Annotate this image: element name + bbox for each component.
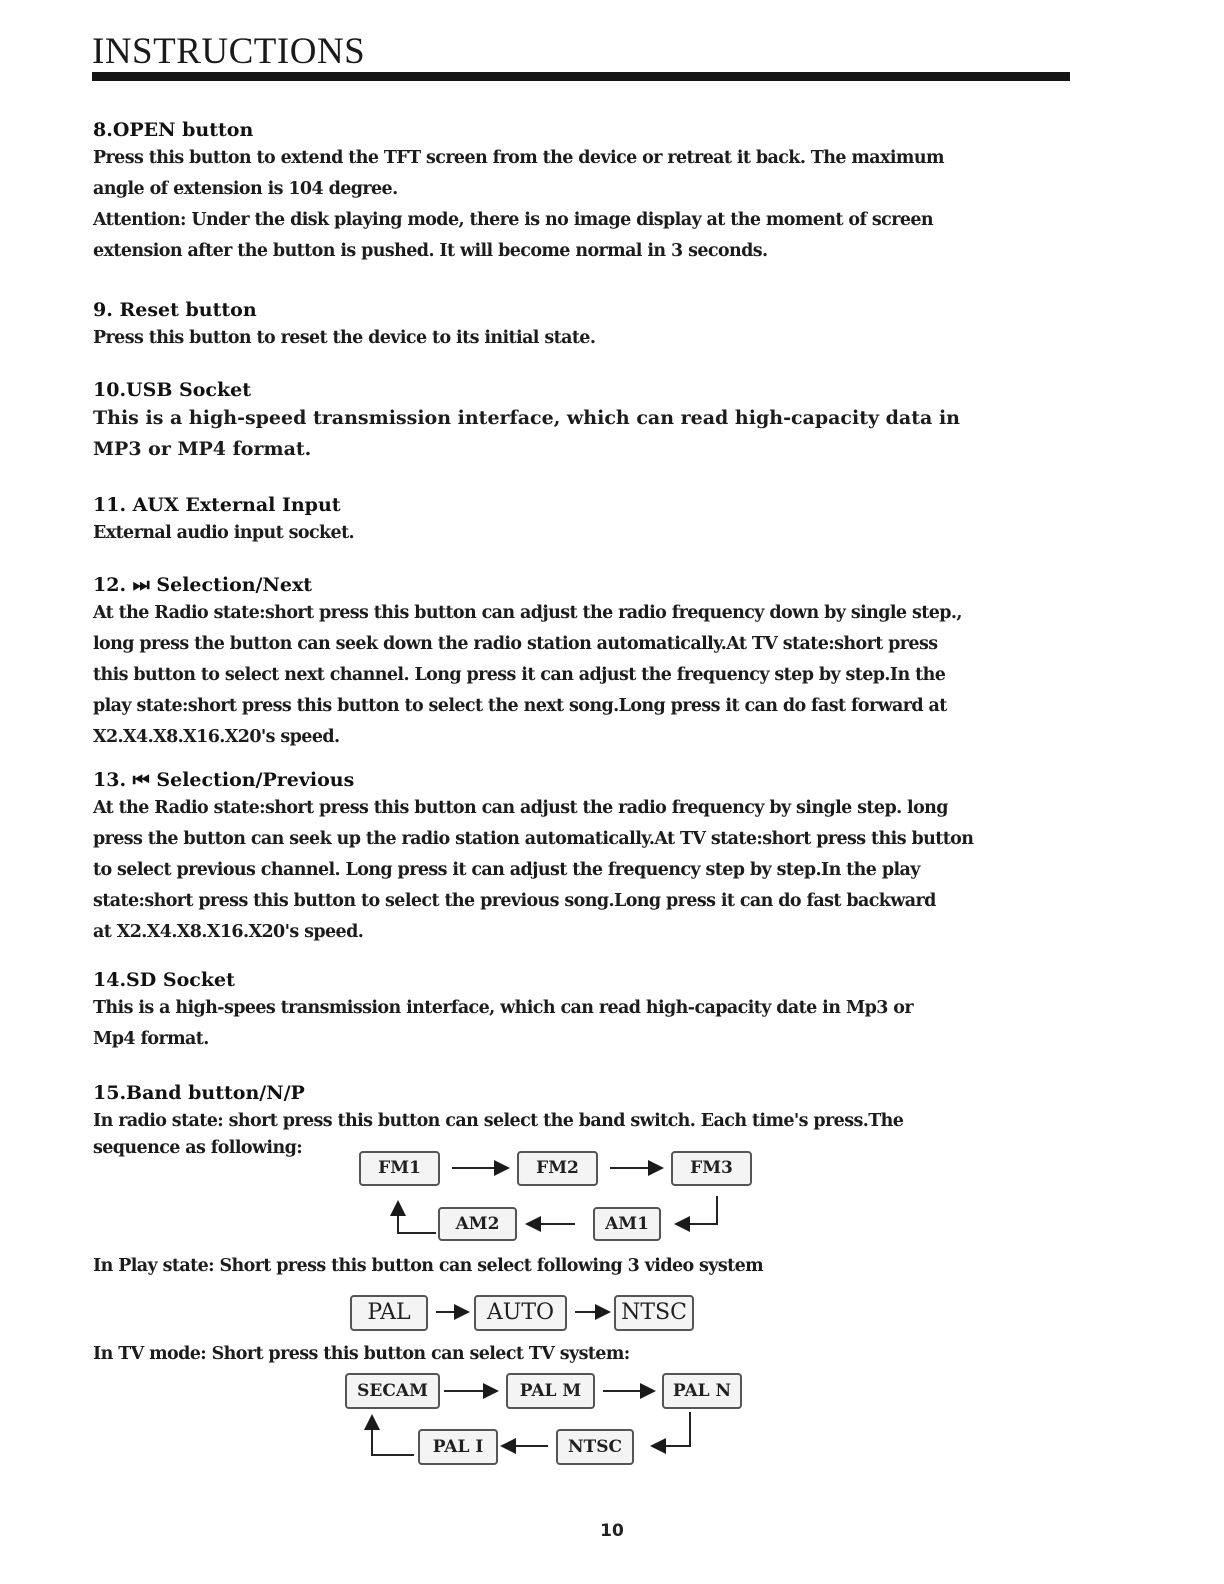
section-heading: 8.OPEN button bbox=[93, 119, 254, 141]
band-fm2-box: FM2 bbox=[517, 1151, 598, 1186]
video-auto-box: AUTO bbox=[474, 1295, 567, 1331]
section-text-line: Press this button to reset the device to its initial state. bbox=[93, 328, 596, 348]
section-heading: 14.SD Socket bbox=[93, 969, 235, 991]
section-text-line: External audio input socket. bbox=[93, 523, 355, 543]
section-text-line: In radio state: short press this button can select the band switch. Each time's press.The bbox=[93, 1111, 904, 1131]
section-text-line: angle of extension is 104 degree. bbox=[93, 179, 398, 199]
section-text-line: to select previous channel. Long press it can adjust the frequency step by step.In the play bbox=[93, 860, 920, 880]
tv-pal-i-box: PAL I bbox=[418, 1429, 498, 1465]
section-heading: 12. ⏭ Selection/Next bbox=[93, 574, 313, 596]
page-number: 10 bbox=[600, 1521, 624, 1541]
section-text-line: press the button can seek up the radio station automatically.At TV state:short press this button bbox=[93, 829, 974, 849]
section-text-line: This is a high-spees transmission interface, which can read high-capacity date in Mp3 or bbox=[93, 998, 914, 1018]
section-text-line: this button to select next channel. Long press it can adjust the frequency step by step.In the bbox=[93, 665, 946, 685]
section-text-line: MP3 or MP4 format. bbox=[93, 438, 312, 460]
section-heading: 13. ⏮ Selection/Previous bbox=[93, 769, 355, 791]
section-text-line: at X2.X4.X8.X16.X20's speed. bbox=[93, 922, 364, 942]
video-ntsc-box: NTSC bbox=[614, 1295, 694, 1331]
section-text-line: state:short press this button to select the previous song.Long press it can do fast backward bbox=[93, 891, 936, 911]
section-text-line: X2.X4.X8.X16.X20's speed. bbox=[93, 727, 340, 747]
section-text-line: long press the button can seek down the radio station automatically.At TV state:short press bbox=[93, 634, 938, 654]
video-pal-box: PAL bbox=[350, 1295, 428, 1331]
tv-pal-m-box: PAL M bbox=[506, 1373, 595, 1409]
page-title: INSTRUCTIONS bbox=[92, 31, 366, 72]
section-heading: 11. AUX External Input bbox=[93, 494, 341, 516]
tv-ntsc-box: NTSC bbox=[556, 1429, 634, 1465]
band-am1-box: AM1 bbox=[593, 1207, 661, 1241]
section-heading: 15.Band button/N/P bbox=[93, 1082, 305, 1104]
section-text-line: This is a high-speed transmission interface, which can read high-capacity data in bbox=[93, 407, 960, 429]
section-text-line: Attention: Under the disk playing mode, there is no image display at the moment of screen bbox=[93, 210, 934, 230]
section-text-line: At the Radio state:short press this button can adjust the radio frequency down by single step., bbox=[93, 603, 962, 623]
tv-secam-box: SECAM bbox=[345, 1373, 440, 1409]
band-fm3-box: FM3 bbox=[671, 1151, 752, 1186]
section-text-line: Press this button to extend the TFT screen from the device or retreat it back. The maximum bbox=[93, 148, 944, 168]
section-text-line: sequence as following: bbox=[93, 1138, 303, 1158]
section-text-line: extension after the button is pushed. It will become normal in 3 seconds. bbox=[93, 241, 768, 261]
section-text-line: At the Radio state:short press this button can adjust the radio frequency by single step. long bbox=[93, 798, 948, 818]
tv-mode-text: In TV mode: Short press this button can select TV system: bbox=[93, 1344, 630, 1364]
section-heading: 9. Reset button bbox=[93, 299, 257, 321]
section-text-line: Mp4 format. bbox=[93, 1029, 209, 1049]
play-state-text: In Play state: Short press this button can select following 3 video system bbox=[93, 1256, 764, 1276]
band-am2-box: AM2 bbox=[438, 1207, 517, 1241]
tv-pal-n-box: PAL N bbox=[662, 1373, 742, 1409]
section-text-line: play state:short press this button to select the next song.Long press it can do fast forward at bbox=[93, 696, 947, 716]
section-heading: 10.USB Socket bbox=[93, 379, 252, 401]
band-fm1-box: FM1 bbox=[359, 1151, 440, 1186]
